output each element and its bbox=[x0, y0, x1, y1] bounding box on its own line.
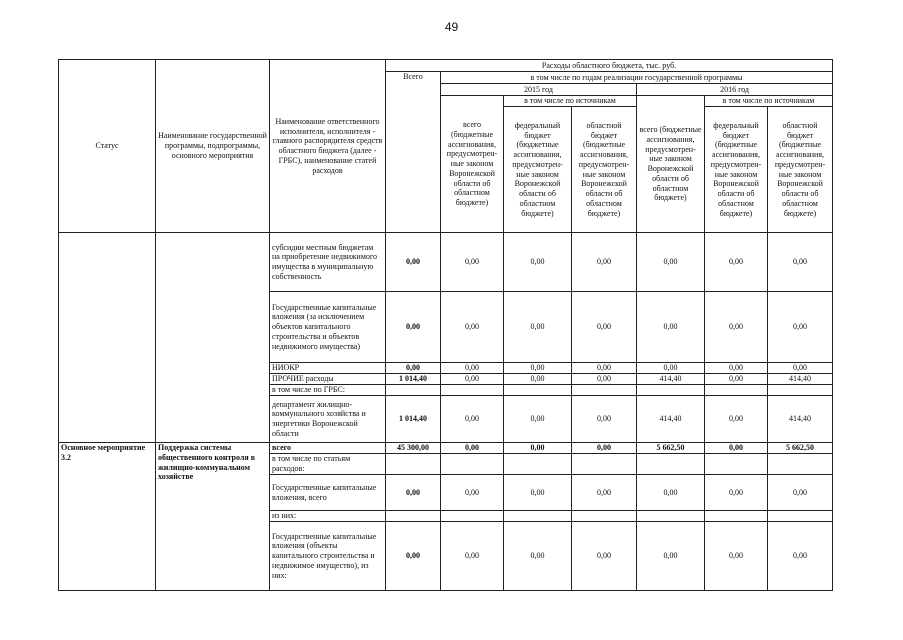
value-2015-regional: 0,00 bbox=[572, 363, 637, 374]
value-total bbox=[386, 385, 441, 396]
value-total: 0,00 bbox=[386, 475, 441, 511]
row-name: из них: bbox=[270, 511, 386, 522]
value-2015-total: 0,00 bbox=[441, 374, 504, 385]
row-name: всего bbox=[270, 443, 386, 454]
header-executor: Наименование ответственного исполнителя, исполнителя - главного распорядителя средств областного бюджета (далее - ГРБС), наименование статей расходов bbox=[270, 60, 386, 233]
row-name: ПРОЧИЕ расходы bbox=[270, 374, 386, 385]
value-2016-federal: 0,00 bbox=[705, 233, 768, 292]
program-cell: Поддержка системы общественного контроля в жилищно-коммунальном хозяйстве bbox=[156, 443, 270, 591]
value-2016-total: 0,00 bbox=[637, 475, 705, 511]
value-2016-regional bbox=[768, 511, 833, 522]
row-name: в том числе по статьям расходов: bbox=[270, 454, 386, 475]
header-2016-federal: федеральный бюджет (бюджетные ассигнования, предусмотрен-ные законом Воронежской области об областном бюджете) bbox=[705, 107, 768, 233]
value-2016-total: 0,00 bbox=[637, 363, 705, 374]
value-2016-regional: 0,00 bbox=[768, 522, 833, 591]
value-total: 1 014,40 bbox=[386, 396, 441, 443]
header-year-2016: 2016 год bbox=[637, 84, 833, 96]
header-expenses: Расходы областного бюджета, тыс. руб. bbox=[386, 60, 833, 72]
value-2015-total: 0,00 bbox=[441, 363, 504, 374]
value-2016-total: 0,00 bbox=[637, 233, 705, 292]
table-row bbox=[59, 443, 833, 454]
value-2016-federal bbox=[705, 511, 768, 522]
row-name: НИОКР bbox=[270, 363, 386, 374]
value-2016-federal bbox=[705, 454, 768, 475]
value-2016-total bbox=[637, 385, 705, 396]
table-row bbox=[59, 233, 833, 292]
header-2015-regional: областной бюджет (бюджетные ассигнования, предусмотрен-ные законом Воронежской области об областном бюджете) bbox=[572, 107, 637, 233]
value-total: 45 300,00 bbox=[386, 443, 441, 454]
value-2015-total bbox=[441, 511, 504, 522]
row-name: департамент жилищно-коммунального хозяйства и энергетики Воронежской области bbox=[270, 396, 386, 443]
row-name: Государственные капитальные вложения, всего bbox=[270, 475, 386, 511]
row-name: субсидии местным бюджетам на приобретение недвижимого имущества в муниципальную собственность bbox=[270, 233, 386, 292]
value-2016-regional: 0,00 bbox=[768, 363, 833, 374]
value-2016-regional: 0,00 bbox=[768, 475, 833, 511]
value-total: 1 014,40 bbox=[386, 374, 441, 385]
value-2016-regional bbox=[768, 385, 833, 396]
row-name: Государственные капитальные вложения (за исключением объектов капитального строительства и объектов недвижимого имущества) bbox=[270, 292, 386, 363]
value-2016-total bbox=[637, 511, 705, 522]
value-2015-regional: 0,00 bbox=[572, 233, 637, 292]
value-2015-regional: 0,00 bbox=[572, 292, 637, 363]
value-2015-total: 0,00 bbox=[441, 233, 504, 292]
value-total bbox=[386, 511, 441, 522]
value-2015-total: 0,00 bbox=[441, 475, 504, 511]
value-2015-federal: 0,00 bbox=[504, 443, 572, 454]
value-2015-regional: 0,00 bbox=[572, 475, 637, 511]
value-2016-total bbox=[637, 454, 705, 475]
header-row-1 bbox=[59, 60, 833, 72]
value-2016-regional: 5 662,50 bbox=[768, 443, 833, 454]
value-2015-regional: 0,00 bbox=[572, 522, 637, 591]
value-2016-regional: 414,40 bbox=[768, 396, 833, 443]
value-total: 0,00 bbox=[386, 522, 441, 591]
value-2016-federal: 0,00 bbox=[705, 363, 768, 374]
value-total bbox=[386, 454, 441, 475]
value-2016-federal: 0,00 bbox=[705, 475, 768, 511]
value-2016-regional: 0,00 bbox=[768, 233, 833, 292]
value-2015-federal: 0,00 bbox=[504, 233, 572, 292]
header-year-2015: 2015 год bbox=[441, 84, 637, 96]
value-2016-total: 0,00 bbox=[637, 522, 705, 591]
value-2015-federal: 0,00 bbox=[504, 475, 572, 511]
value-2016-regional: 0,00 bbox=[768, 292, 833, 363]
value-2016-federal bbox=[705, 385, 768, 396]
value-total: 0,00 bbox=[386, 363, 441, 374]
value-2015-regional: 0,00 bbox=[572, 374, 637, 385]
value-2016-federal: 0,00 bbox=[705, 443, 768, 454]
value-2015-total: 0,00 bbox=[441, 443, 504, 454]
row-name: Государственные капитальные вложения (объекты капитального строительства и недвижимое имущество), из них: bbox=[270, 522, 386, 591]
header-2016-total: всего (бюджетные ассигнования, предусмотрен-ные законом Воронежской области об областном бюджете) bbox=[637, 96, 705, 233]
value-2016-federal: 0,00 bbox=[705, 374, 768, 385]
row-name: в том числе по ГРБС: bbox=[270, 385, 386, 396]
page-number: 49 bbox=[444, 20, 459, 34]
header-2016-regional: областной бюджет (бюджетные ассигнования, предусмотрен-ные законом Воронежской области об областном бюджете) bbox=[768, 107, 833, 233]
value-2015-federal bbox=[504, 511, 572, 522]
value-2015-regional bbox=[572, 454, 637, 475]
value-2015-regional bbox=[572, 385, 637, 396]
value-2016-federal: 0,00 bbox=[705, 396, 768, 443]
value-2015-total bbox=[441, 454, 504, 475]
value-2015-federal: 0,00 bbox=[504, 522, 572, 591]
budget-table bbox=[58, 59, 833, 591]
value-2016-total: 0,00 bbox=[637, 292, 705, 363]
value-2015-total bbox=[441, 385, 504, 396]
value-2015-federal: 0,00 bbox=[504, 292, 572, 363]
status-cell: Основное мероприятие 3.2 bbox=[59, 443, 156, 591]
value-2015-total: 0,00 bbox=[441, 522, 504, 591]
value-2016-federal: 0,00 bbox=[705, 522, 768, 591]
header-2015-total: всего (бюджетные ассигнования, предусмотрен-ные законом Воронежской области об областном бюджете) bbox=[441, 96, 504, 233]
value-2016-total: 5 662,50 bbox=[637, 443, 705, 454]
value-2016-regional bbox=[768, 454, 833, 475]
value-2016-total: 414,40 bbox=[637, 374, 705, 385]
value-2015-regional bbox=[572, 511, 637, 522]
header-2015-by-sources: в том числе по источникам bbox=[504, 96, 637, 107]
value-2015-regional: 0,00 bbox=[572, 443, 637, 454]
value-total: 0,00 bbox=[386, 233, 441, 292]
value-2016-regional: 414,40 bbox=[768, 374, 833, 385]
value-total: 0,00 bbox=[386, 292, 441, 363]
header-total: Всего bbox=[386, 72, 441, 233]
header-status: Статус bbox=[59, 60, 156, 233]
value-2015-federal: 0,00 bbox=[504, 374, 572, 385]
header-by-years: в том числе по годам реализации государственной программы bbox=[441, 72, 833, 84]
value-2015-total: 0,00 bbox=[441, 396, 504, 443]
value-2015-federal: 0,00 bbox=[504, 363, 572, 374]
header-program-name: Наименование государственной программы, подпрограммы, основного мероприятия bbox=[156, 60, 270, 233]
value-2015-total: 0,00 bbox=[441, 292, 504, 363]
header-2015-federal: федеральный бюджет (бюджетные ассигнования, предусмотрен-ные законом Воронежской области об областном бюджете) bbox=[504, 107, 572, 233]
value-2015-regional: 0,00 bbox=[572, 396, 637, 443]
value-2016-federal: 0,00 bbox=[705, 292, 768, 363]
value-2015-federal: 0,00 bbox=[504, 396, 572, 443]
program-cell bbox=[156, 233, 270, 443]
value-2016-total: 414,40 bbox=[637, 396, 705, 443]
value-2015-federal bbox=[504, 454, 572, 475]
value-2015-federal bbox=[504, 385, 572, 396]
header-2016-by-sources: в том числе по источникам bbox=[705, 96, 833, 107]
status-cell bbox=[59, 233, 156, 443]
